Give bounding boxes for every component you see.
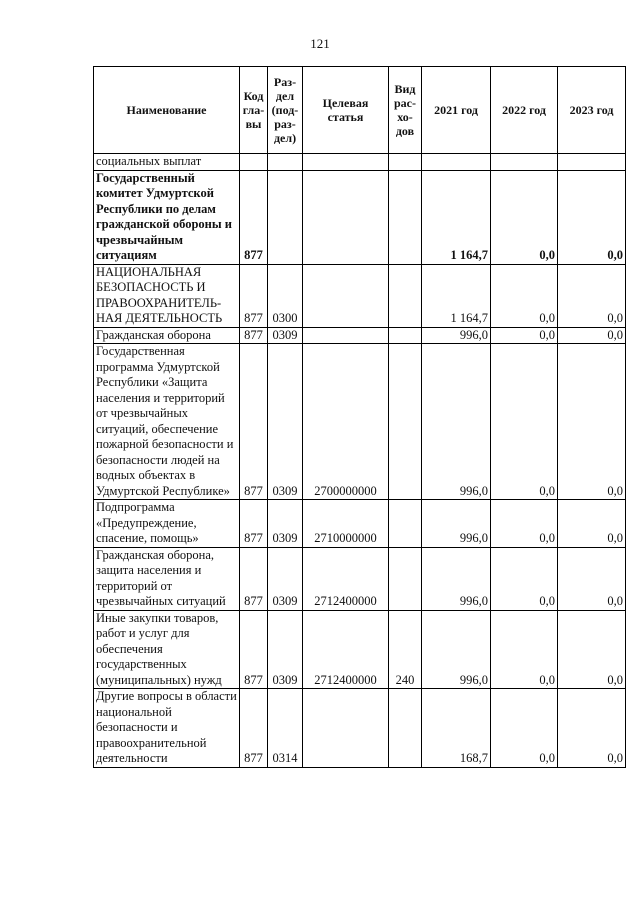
cell-expense-type — [389, 154, 422, 171]
cell-chapter: 877 — [240, 327, 268, 344]
cell-target: 2710000000 — [303, 500, 389, 548]
cell-2022: 0,0 — [491, 610, 558, 689]
col-header-name: Наименование — [94, 67, 240, 154]
budget-table — [93, 66, 626, 768]
cell-target — [303, 327, 389, 344]
col-header-expense-type: Вид рас-хо-дов — [389, 67, 422, 154]
table-row — [94, 610, 626, 689]
cell-target: 2712400000 — [303, 610, 389, 689]
cell-chapter: 877 — [240, 170, 268, 264]
cell-2021: 996,0 — [422, 344, 491, 500]
cell-target — [303, 154, 389, 171]
col-header-section: Раз-дел (под-раз-дел) — [268, 67, 303, 154]
cell-target — [303, 264, 389, 327]
cell-expense-type — [389, 547, 422, 610]
cell-section: 0300 — [268, 264, 303, 327]
cell-2021: 996,0 — [422, 610, 491, 689]
table-row — [94, 344, 626, 500]
cell-name: Гражданская оборона, защита населения и территорий от чрезвычайных ситуаций — [94, 547, 240, 610]
cell-2022: 0,0 — [491, 500, 558, 548]
col-header-2022: 2022 год — [491, 67, 558, 154]
cell-2023: 0,0 — [558, 170, 626, 264]
cell-target: 2700000000 — [303, 344, 389, 500]
cell-name: Государственный комитет Удмуртской Республики по делам гражданской обороны и чрезвычайным ситуациям — [94, 170, 240, 264]
cell-2022: 0,0 — [491, 547, 558, 610]
cell-name: НАЦИОНАЛЬНАЯ БЕЗОПАСНОСТЬ И ПРАВООХРАНИТЕЛЬ-НАЯ ДЕЯТЕЛЬНОСТЬ — [94, 264, 240, 327]
cell-2021: 168,7 — [422, 689, 491, 768]
cell-2022: 0,0 — [491, 344, 558, 500]
cell-name: Подпрограмма «Предупреждение, спасение, помощь» — [94, 500, 240, 548]
cell-expense-type — [389, 689, 422, 768]
cell-2023: 0,0 — [558, 264, 626, 327]
page-number: 121 — [310, 36, 330, 51]
table-row — [94, 689, 626, 768]
cell-section: 0309 — [268, 344, 303, 500]
cell-2023: 0,0 — [558, 610, 626, 689]
cell-2021: 996,0 — [422, 500, 491, 548]
cell-section: 0309 — [268, 327, 303, 344]
cell-chapter: 877 — [240, 689, 268, 768]
cell-name: Иные закупки товаров, работ и услуг для обеспечения государственных (муниципальных) нужд — [94, 610, 240, 689]
cell-chapter: 877 — [240, 500, 268, 548]
table-row — [94, 547, 626, 610]
cell-chapter: 877 — [240, 610, 268, 689]
cell-section: 0314 — [268, 689, 303, 768]
cell-2022: 0,0 — [491, 264, 558, 327]
table-row — [94, 154, 626, 171]
cell-target — [303, 689, 389, 768]
cell-2021: 1 164,7 — [422, 264, 491, 327]
cell-expense-type — [389, 170, 422, 264]
cell-2022: 0,0 — [491, 689, 558, 768]
table-row — [94, 500, 626, 548]
cell-expense-type — [389, 327, 422, 344]
cell-section: 0309 — [268, 500, 303, 548]
col-header-2023: 2023 год — [558, 67, 626, 154]
cell-target: 2712400000 — [303, 547, 389, 610]
cell-2022: 0,0 — [491, 170, 558, 264]
cell-chapter — [240, 154, 268, 171]
cell-expense-type: 240 — [389, 610, 422, 689]
cell-name: Гражданская оборона — [94, 327, 240, 344]
cell-2023 — [558, 154, 626, 171]
cell-2023: 0,0 — [558, 547, 626, 610]
cell-2022: 0,0 — [491, 327, 558, 344]
cell-section — [268, 154, 303, 171]
cell-expense-type — [389, 344, 422, 500]
cell-name: социальных выплат — [94, 154, 240, 171]
cell-section: 0309 — [268, 547, 303, 610]
cell-expense-type — [389, 264, 422, 327]
cell-2023: 0,0 — [558, 500, 626, 548]
table-row — [94, 264, 626, 327]
cell-target — [303, 170, 389, 264]
cell-2022 — [491, 154, 558, 171]
cell-2021 — [422, 154, 491, 171]
cell-section — [268, 170, 303, 264]
col-header-chapter: Код гла-вы — [240, 67, 268, 154]
cell-2021: 996,0 — [422, 327, 491, 344]
col-header-target: Целевая статья — [303, 67, 389, 154]
table-row — [94, 170, 626, 264]
col-header-2021: 2021 год — [422, 67, 491, 154]
cell-expense-type — [389, 500, 422, 548]
table-row — [94, 327, 626, 344]
header-row — [94, 67, 626, 154]
cell-2023: 0,0 — [558, 689, 626, 768]
cell-name: Государственная программа Удмуртской Республики «Защита населения и территорий от чрезвычайных ситуаций, обеспечение пожарной безопасности и безопасности людей на водных объектах в Удмуртской Республике» — [94, 344, 240, 500]
cell-name: Другие вопросы в области национальной безопасности и правоохранительной деятельности — [94, 689, 240, 768]
cell-2021: 1 164,7 — [422, 170, 491, 264]
cell-chapter: 877 — [240, 547, 268, 610]
cell-2023: 0,0 — [558, 327, 626, 344]
cell-2021: 996,0 — [422, 547, 491, 610]
cell-section: 0309 — [268, 610, 303, 689]
cell-chapter: 877 — [240, 344, 268, 500]
cell-2023: 0,0 — [558, 344, 626, 500]
cell-chapter: 877 — [240, 264, 268, 327]
